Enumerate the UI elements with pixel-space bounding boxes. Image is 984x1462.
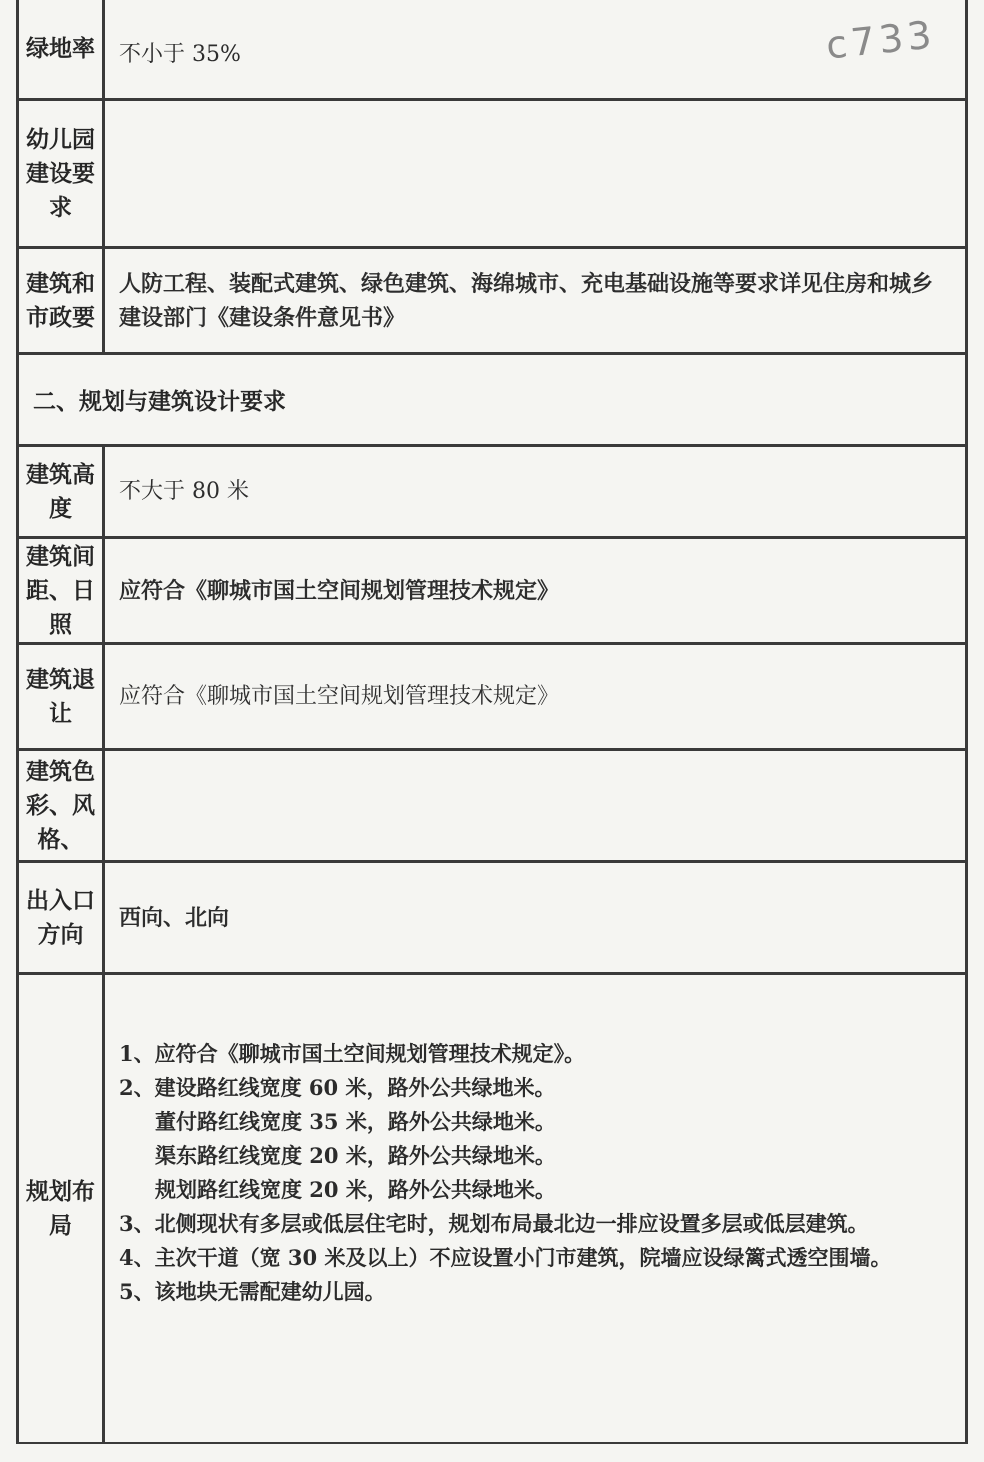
row-label: 建筑高度 [19, 447, 105, 536]
table-row-building-height [19, 444, 965, 536]
list-item: 规划路红线宽度 20 米，路外公共绿地米。 [155, 1177, 556, 1202]
row-label: 幼儿园建设要求 [19, 101, 105, 246]
row-value: 不小于 35% [119, 42, 241, 67]
row-value [105, 751, 965, 860]
list-item: 2、建设路红线宽度 60 米，路外公共绿地米。 [119, 1075, 556, 1100]
table-row-spacing-sunlight [19, 536, 965, 642]
row-value: 西向、北向 [119, 904, 230, 931]
table-row-municipal [19, 246, 965, 352]
row-label: 出入口方向 [19, 863, 105, 972]
row-value [105, 101, 965, 246]
list-item: 董付路红线宽度 35 米，路外公共绿地米。 [155, 1109, 556, 1134]
table-row-kindergarten [19, 98, 965, 246]
row-value: 应符合《聊城市国土空间规划管理技术规定》 [119, 683, 560, 709]
row-label: 规划布局 [19, 975, 105, 1442]
row-label: 绿地率 [19, 0, 105, 98]
table-row-setback [19, 642, 965, 748]
list-item: 5、该地块无需配建幼儿园。 [119, 1279, 386, 1304]
section-heading: 二、规划与建筑设计要求 [19, 352, 965, 444]
row-value: 人防工程、装配式建筑、绿色建筑、海绵城市、充电基础设施等要求详见住房和城乡建设部门《建设条件意见书》 [119, 270, 934, 331]
layout-requirements-list [105, 975, 965, 1442]
list-item: 4、主次干道（宽 30 米及以上）不应设置小门市建筑，院墙应设绿篱式透空围墙。 [119, 1245, 892, 1270]
row-label: 建筑间距、日照 [19, 539, 105, 642]
list-item: 渠东路红线宽度 20 米，路外公共绿地米。 [155, 1143, 556, 1168]
list-item: 3、北侧现状有多层或低层住宅时，规划布局最北边一排应设置多层或低层建筑。 [119, 1211, 869, 1236]
table-row-planning-layout [19, 972, 965, 1442]
row-label: 建筑和市政要 [19, 249, 105, 352]
table-row-entrance-direction [19, 860, 965, 972]
list-item: 1、应符合《聊城市国土空间规划管理技术规定》。 [119, 1041, 586, 1066]
planning-conditions-table [16, 0, 968, 1444]
row-label: 建筑色彩、风格、 [19, 751, 105, 860]
row-value: 应符合《聊城市国土空间规划管理技术规定》 [119, 577, 560, 604]
table-row-color-style [19, 748, 965, 860]
table-row-green-ratio [19, 0, 965, 98]
row-label: 建筑退让 [19, 645, 105, 748]
row-value: 不大于 80 米 [119, 478, 249, 504]
handwritten-annotation: c733 [824, 12, 938, 68]
